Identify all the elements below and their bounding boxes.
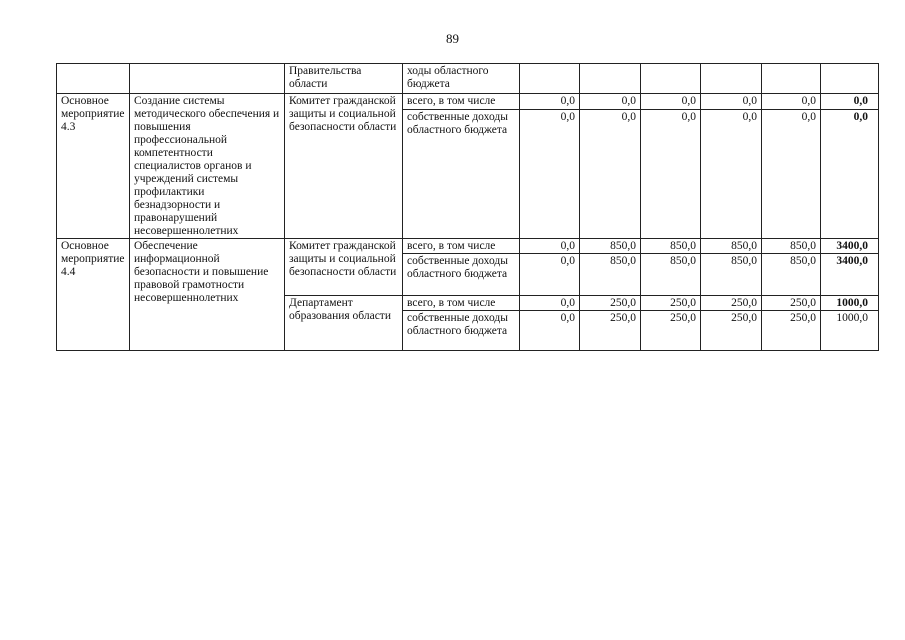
table-row [57, 239, 879, 254]
value-cell: 250,0 [641, 296, 701, 311]
value-cell: 250,0 [701, 296, 762, 311]
value-cell: 250,0 [580, 296, 641, 311]
value-cell: 250,0 [762, 311, 821, 351]
table-cell [821, 64, 879, 94]
value-cell: 0,0 [701, 94, 762, 110]
value-cell: 850,0 [580, 239, 641, 254]
executor-cell: Правительства области [285, 64, 403, 94]
source-cell: собственные доходы областного бюджета [403, 254, 520, 296]
value-cell: 850,0 [641, 254, 701, 296]
activity-description: Обеспечение информационной безопасности и повышение правовой грамотности несовершеннолетних [130, 239, 285, 351]
value-cell: 0,0 [520, 254, 580, 296]
executor-cell: Комитет гражданской защиты и социальной безопасности области [285, 239, 403, 296]
source-cell: всего, в том числе [403, 94, 520, 110]
source-cell: собственные доходы областного бюджета [403, 110, 520, 239]
value-cell: 850,0 [701, 239, 762, 254]
source-cell: всего, в том числе [403, 239, 520, 254]
table-cell [520, 64, 580, 94]
budget-table [56, 63, 879, 351]
value-cell: 0,0 [701, 110, 762, 239]
value-cell: 0,0 [762, 94, 821, 110]
executor-cell: Департамент образования области [285, 296, 403, 351]
value-cell: 0,0 [520, 110, 580, 239]
value-cell: 0,0 [762, 110, 821, 239]
value-cell: 0,0 [641, 110, 701, 239]
total-cell: 1000,0 [821, 311, 879, 351]
total-cell: 3400,0 [821, 239, 879, 254]
table-cell [701, 64, 762, 94]
value-cell: 0,0 [520, 296, 580, 311]
total-cell: 0,0 [821, 94, 879, 110]
total-cell: 1000,0 [821, 296, 879, 311]
value-cell: 250,0 [701, 311, 762, 351]
table-cell [57, 64, 130, 94]
table-row [57, 64, 879, 94]
table-cell [130, 64, 285, 94]
executor-cell: Комитет гражданской защиты и социальной безопасности области [285, 94, 403, 239]
value-cell: 0,0 [641, 94, 701, 110]
value-cell: 850,0 [580, 254, 641, 296]
activity-name: Основное мероприятие 4.4 [57, 239, 130, 351]
value-cell: 0,0 [520, 311, 580, 351]
page-number: 89 [446, 31, 459, 46]
value-cell: 850,0 [701, 254, 762, 296]
value-cell: 850,0 [762, 254, 821, 296]
total-cell: 0,0 [821, 110, 879, 239]
value-cell: 0,0 [580, 94, 641, 110]
activity-name: Основное мероприятие 4.3 [57, 94, 130, 239]
value-cell: 250,0 [641, 311, 701, 351]
table-cell [762, 64, 821, 94]
value-cell: 850,0 [762, 239, 821, 254]
source-cell: ходы областного бюджета [403, 64, 520, 94]
table-cell [641, 64, 701, 94]
value-cell: 0,0 [520, 239, 580, 254]
activity-description: Создание системы методического обеспечения и повышения профессиональной компетентности специалистов органов и учреждений системы профилактики безнадзорности и правонарушений несовершеннолетних [130, 94, 285, 239]
table-cell [580, 64, 641, 94]
table-row [57, 94, 879, 110]
source-cell: всего, в том числе [403, 296, 520, 311]
value-cell: 850,0 [641, 239, 701, 254]
value-cell: 250,0 [762, 296, 821, 311]
value-cell: 0,0 [520, 94, 580, 110]
value-cell: 0,0 [580, 110, 641, 239]
total-cell: 3400,0 [821, 254, 879, 296]
value-cell: 250,0 [580, 311, 641, 351]
source-cell: собственные доходы областного бюджета [403, 311, 520, 351]
